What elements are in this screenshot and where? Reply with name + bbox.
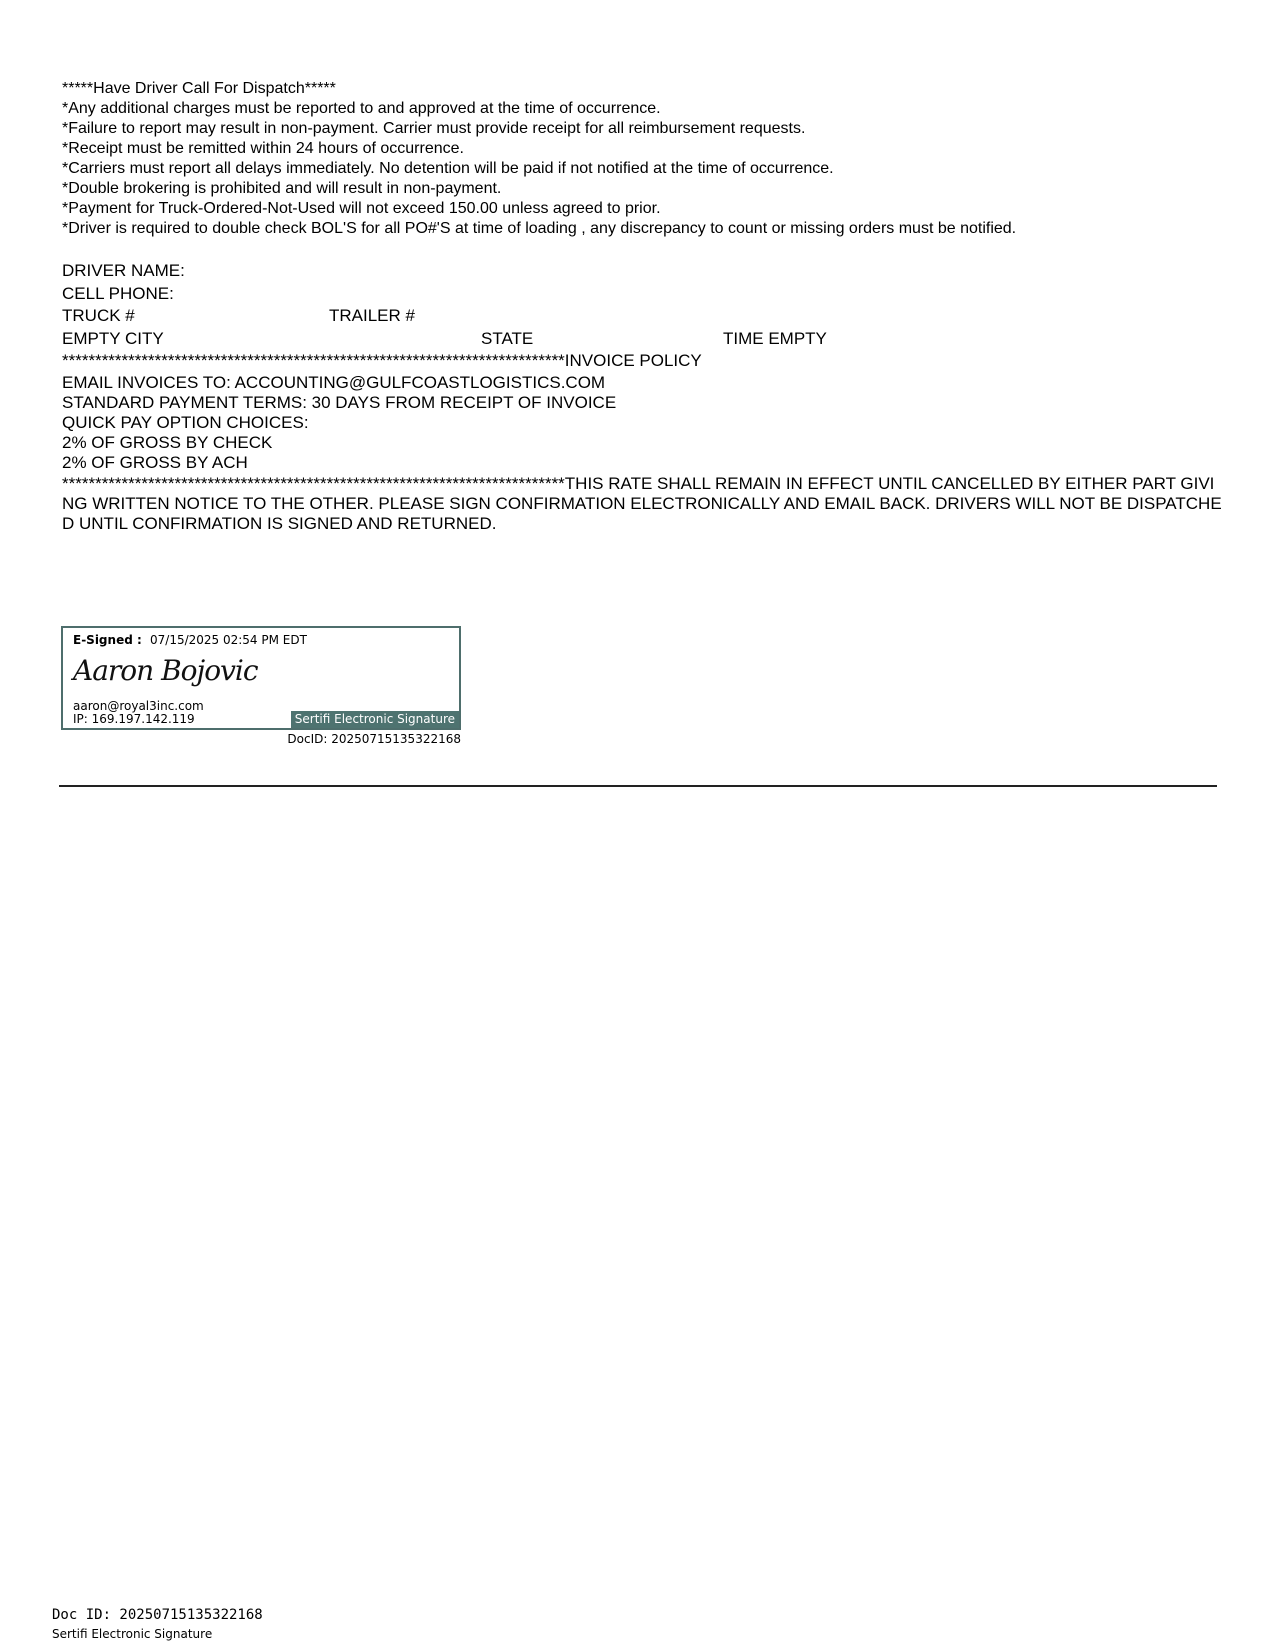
note-receipt: *Receipt must be remitted within 24 hours of occurrence. [62, 140, 464, 157]
note-tonu: *Payment for Truck-Ordered-Not-Used will not exceed 150.00 unless agreed to prior. [62, 200, 661, 217]
signature-datetime: 07/15/2025 02:54 PM EDT [150, 633, 307, 647]
note-delays: *Carriers must report all delays immediately. No detention will be paid if not notified at the time of occurrence. [62, 160, 834, 177]
footer-doc-id: Doc ID: 20250715135322168 [52, 1607, 263, 1623]
payment-terms: STANDARD PAYMENT TERMS: 30 DAYS FROM RECEIPT OF INVOICE [62, 393, 617, 412]
note-additional-charges: *Any additional charges must be reported to and approved at the time of occurrence. [62, 100, 661, 117]
e-signature-box [61, 626, 461, 730]
truck-label: TRUCK # [62, 306, 135, 325]
empty-city-label: EMPTY CITY [62, 329, 164, 348]
cell-phone-label: CELL PHONE: [62, 284, 174, 303]
quick-pay-check: 2% OF GROSS BY CHECK [62, 433, 273, 452]
quick-pay-ach: 2% OF GROSS BY ACH [62, 453, 248, 472]
note-dispatch: *****Have Driver Call For Dispatch***** [62, 80, 336, 97]
signature-name: Aaron Bojovic [73, 654, 258, 687]
sertifi-badge: Sertifi Electronic Signature [291, 711, 459, 728]
invoice-policy-heading: ****************************************************************************INVOICE POLICY [62, 351, 702, 370]
rate-clause: ****************************************************************************THIS RATE SHALL REMAIN IN EFFECT UNTIL CANCELLED BY EITHER PART GIVING WRITTEN NOTICE TO THE OTHER. PLEASE SIGN CONFIRMATION ELECTRONICALLY AND EMAIL BACK. DRIVERS WILL NOT BE DISPATCHED UNTIL CONFIRMATION IS SIGNED AND RETURNED. [62, 474, 1222, 533]
state-label: STATE [481, 329, 534, 348]
e-signed-label: E-Signed : [73, 633, 142, 647]
signer-email: aaron@royal3inc.com [73, 699, 204, 713]
footer-sertifi: Sertifi Electronic Signature [52, 1627, 213, 1641]
note-failure-to-report: *Failure to report may result in non-payment. Carrier must provide receipt for all reimbursement requests. [62, 120, 806, 137]
signer-ip: IP: 169.197.142.119 [73, 712, 195, 726]
note-bol: *Driver is required to double check BOL'S for all PO#'S at time of loading , any discrepancy to count or missing orders must be notified. [62, 220, 1017, 237]
signature-doc-id: DocID: 20250715135322168 [287, 732, 461, 746]
time-empty-label: TIME EMPTY [723, 329, 827, 348]
note-double-brokering: *Double brokering is prohibited and will result in non-payment. [62, 180, 502, 197]
driver-name-label: DRIVER NAME: [62, 261, 185, 280]
horizontal-divider [59, 785, 1217, 787]
invoice-email: EMAIL INVOICES TO: ACCOUNTING@GULFCOASTLOGISTICS.COM [62, 373, 606, 392]
trailer-label: TRAILER # [329, 306, 415, 325]
quick-pay-heading: QUICK PAY OPTION CHOICES: [62, 413, 309, 432]
